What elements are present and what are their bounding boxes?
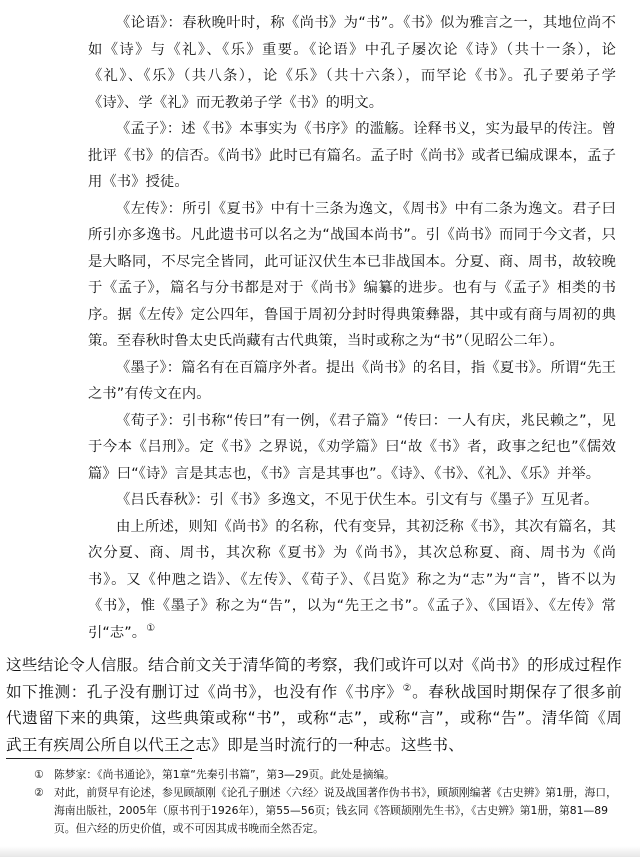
footnote-text: 陈梦家：《尚书通论》，第1章“先秦引书篇”，第3—29页。此处是摘编。: [54, 768, 395, 781]
quote-paragraph-mozi: 《墨子》：篇名有在百篇序外者。提出《尚书》的名目，指《夏书》。所谓“先王之书”有传文在内。: [88, 359, 616, 402]
footnote-ref-1[interactable]: ①: [146, 622, 156, 634]
quote-paragraph-zuozhuan: 《左传》：所引《夏书》中有十三条为逸文，《周书》中有二条为逸文。君子曰所引亦多逸书。凡此遗书可以名之为“战国本尚书”。引《尚书》而同于今文者，只是大略同，不尽完全皆同，此可证汉伏生本已非战国本。分夏、商、周书，故较晚于《孟子》，篇名与分书都是对于《尚书》编纂的进步。也有与《孟子》相类的书序。据《左传》定公四年，鲁国于周初分封时得典策彝器，其中或有商与周初的典策。至春秋时鲁太史氏尚藏有古代典策，当时或称之为“书”（见昭公二年）。: [88, 200, 616, 349]
footnote-divider: [6, 758, 192, 759]
body-text-part-1: 这些结论令人信服。结合前文关于清华简的考察，我们或许可以对《尚书》的形成过程作如下推测：孔子没有删订过《尚书》，也没有作《书序》: [6, 656, 622, 701]
footnote-text: 对此，前贤早有论述，参见顾颉刚《论孔子删述〈六经〉说及战国著作伪书书》，顾颉刚编著《古史辨》第1册，海口，海南出版社，2005年（原书刊于1926年），第55—56页；钱玄同《答顾颉刚先生书》，《古史辨》第1册，第81—89页。但六经的历史价值，或不可因其成书晚而全然否定。: [54, 786, 617, 835]
quote-paragraph-lushi: 《吕氏春秋》：引《书》多逸文，不见于伏生本。引文有与《墨子》互见者。: [116, 492, 599, 508]
body-paragraph-text: [6, 652, 622, 758]
quote-summary-text: 由上所述，则知《尚书》的名称，代有变异，其初泛称《书》，其次有篇名，其次分夏、商、周书，其次称《夏书》为《尚书》，其次总称夏、商、周书为《尚书》。又《仲虺之诰》、《左传》、《荀子》、《吕览》称之为“志”为“言”，皆不以为《书》，惟《墨子》称之为“告”，以为“先王之书”。《孟子》、《国语》、《左传》常引“志”。: [88, 518, 616, 641]
quote-paragraph-summary: [88, 514, 616, 647]
footnote-number: ①: [34, 768, 44, 781]
footnote-2: [6, 784, 618, 838]
quote-paragraph-lunyu: 《论语》：春秋晚叶时，称《尚书》为“书”。《书》似为雅言之一，其地位尚不如《诗》与《礼》、《乐》重要。《论语》中孔子屡次论《诗》（共十一条），论《礼》、《乐》（共八条），论《乐》（共十六条），而罕论《书》。孔子要弟子学《诗》、学《礼》而无教弟子学《书》的明文。: [88, 15, 616, 111]
footnote-1: [6, 766, 618, 784]
body-text-part-2: 。春秋战国时期保存了很多前代遗留下来的典策，这些典策或称“书”，或称“志”，或称“言”，或称“告”。清华简《周武王有疾周公所自以代王之志》即是当时流行的一种志。这些书、: [6, 682, 622, 754]
quote-paragraph-mengzi: 《孟子》：述《书》本事实为《书序》的滥觞。诠释书义，实为最早的传注。曾批评《书》的信否。《尚书》此时已有篇名。孟子时《尚书》或者已编成课本，孟子用《书》授徒。: [88, 121, 616, 190]
footnote-ref-2[interactable]: ②: [402, 682, 413, 694]
cropped-bottom-strip: [0, 846, 640, 857]
body-paragraph: [6, 652, 622, 758]
quoted-block: [88, 10, 616, 646]
quote-paragraph-xunzi: 《荀子》：引书称“传曰”有一例，《君子篇》“传曰：一人有庆，兆民赖之”，见于今本《吕刑》。定《书》之界说，《劝学篇》曰“故《书》者，政事之纪也”《儒效篇》曰“《诗》言是其志也，《书》言是其事也”。《诗》、《书》、《礼》、《乐》并举。: [88, 412, 616, 482]
footnote-number: ②: [34, 786, 44, 799]
footnotes: [6, 766, 618, 838]
